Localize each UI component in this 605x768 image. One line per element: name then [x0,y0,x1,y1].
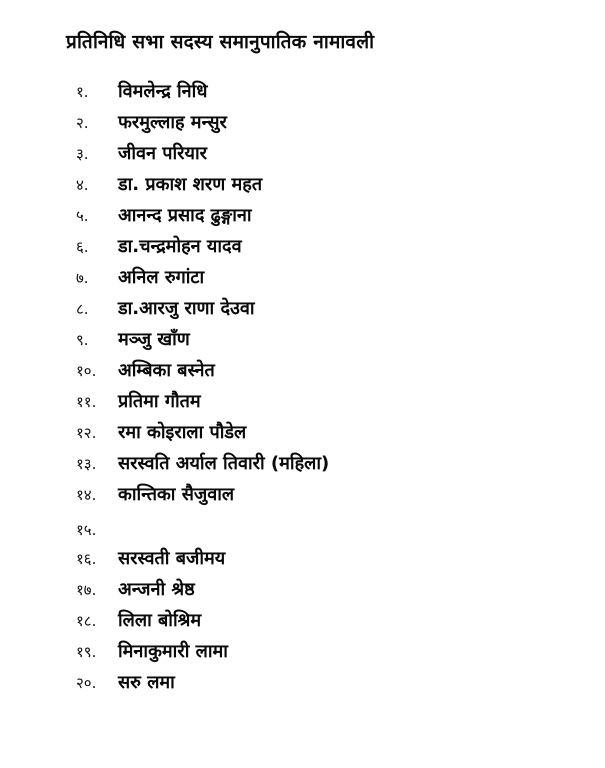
list-item-name: सरस्वती बजीमय [118,548,226,570]
list-item [66,143,581,166]
list-item-number: ८. [76,299,89,318]
list-item-number: ७. [76,268,89,287]
list-item-number: १. [76,82,89,101]
list-item-name: आनन्द प्रसाद ढुङ्गाना [118,204,252,226]
list-item-name: सरस्वति अर्याल तिवारी (महिला) [118,452,330,474]
candidate-name-list [24,81,581,695]
list-item [66,548,581,571]
list-item [66,236,581,259]
list-item-number: २. [76,113,89,132]
list-item-number: १४. [76,485,97,504]
list-item-number: ११. [76,392,97,411]
list-item [66,672,581,695]
page-title: प्रतिनिधि सभा सदस्य समानुपातिक नामावली [66,31,375,53]
list-item-name: अम्बिका बस्नेत [118,359,215,381]
list-item-name: रमा कोइराला पौडेल [118,421,247,443]
list-item-name: सरु लमा [118,672,175,694]
list-item-number: १०. [76,361,97,380]
list-item [66,579,581,602]
list-item [66,484,581,507]
list-item [66,515,581,540]
list-item-number: ४. [76,175,89,194]
list-item-number: ९. [76,330,89,349]
list-item-name: जीवन परियार [118,142,207,164]
list-item [66,360,581,383]
list-item-name: फरमुल्लाह मन्सुर [118,111,227,133]
list-item-name: डा.चन्द्रमोहन यादव [118,235,242,257]
list-item [66,112,581,135]
list-item-name: डा. प्रकाश शरण महत [118,173,263,195]
list-item-number: १५. [76,520,97,539]
list-item-name: लिला बोश्रिम [118,610,202,632]
list-item [66,205,581,228]
list-item-number: १२. [76,423,97,442]
list-item-number: १६. [76,550,97,569]
list-item-name: अनिल रुगांटा [118,266,205,288]
list-item-name: मिनाकुमारी लामा [118,641,228,663]
list-item-number: १९. [76,643,97,662]
list-item-name: प्रतिमा गौतम [118,390,201,412]
list-item-number: १३. [76,454,97,473]
list-item-name: अन्जनी श्रेष्ठ [118,579,195,601]
list-item [66,267,581,290]
list-item [66,174,581,197]
list-item-name: कान्तिका सैजुवाल [118,483,235,505]
list-item-number: १७. [76,581,97,600]
list-item-number: १८. [76,612,97,631]
list-item [66,329,581,352]
list-item-number: ३. [76,144,89,163]
list-item-name: मञ्जु खाँण [118,328,190,350]
list-item-number: ५. [76,206,89,225]
list-item [66,391,581,414]
list-item [66,453,581,476]
list-item [66,641,581,664]
list-item [66,610,581,633]
list-item [66,422,581,445]
list-item-number: ६. [76,237,89,256]
list-item-number: २०. [76,674,97,693]
list-item [66,298,581,321]
list-item-name: विमलेन्द्र निधि [118,80,208,102]
list-item-name: डा.आरजु राणा देउवा [118,297,255,319]
list-item [66,81,581,104]
